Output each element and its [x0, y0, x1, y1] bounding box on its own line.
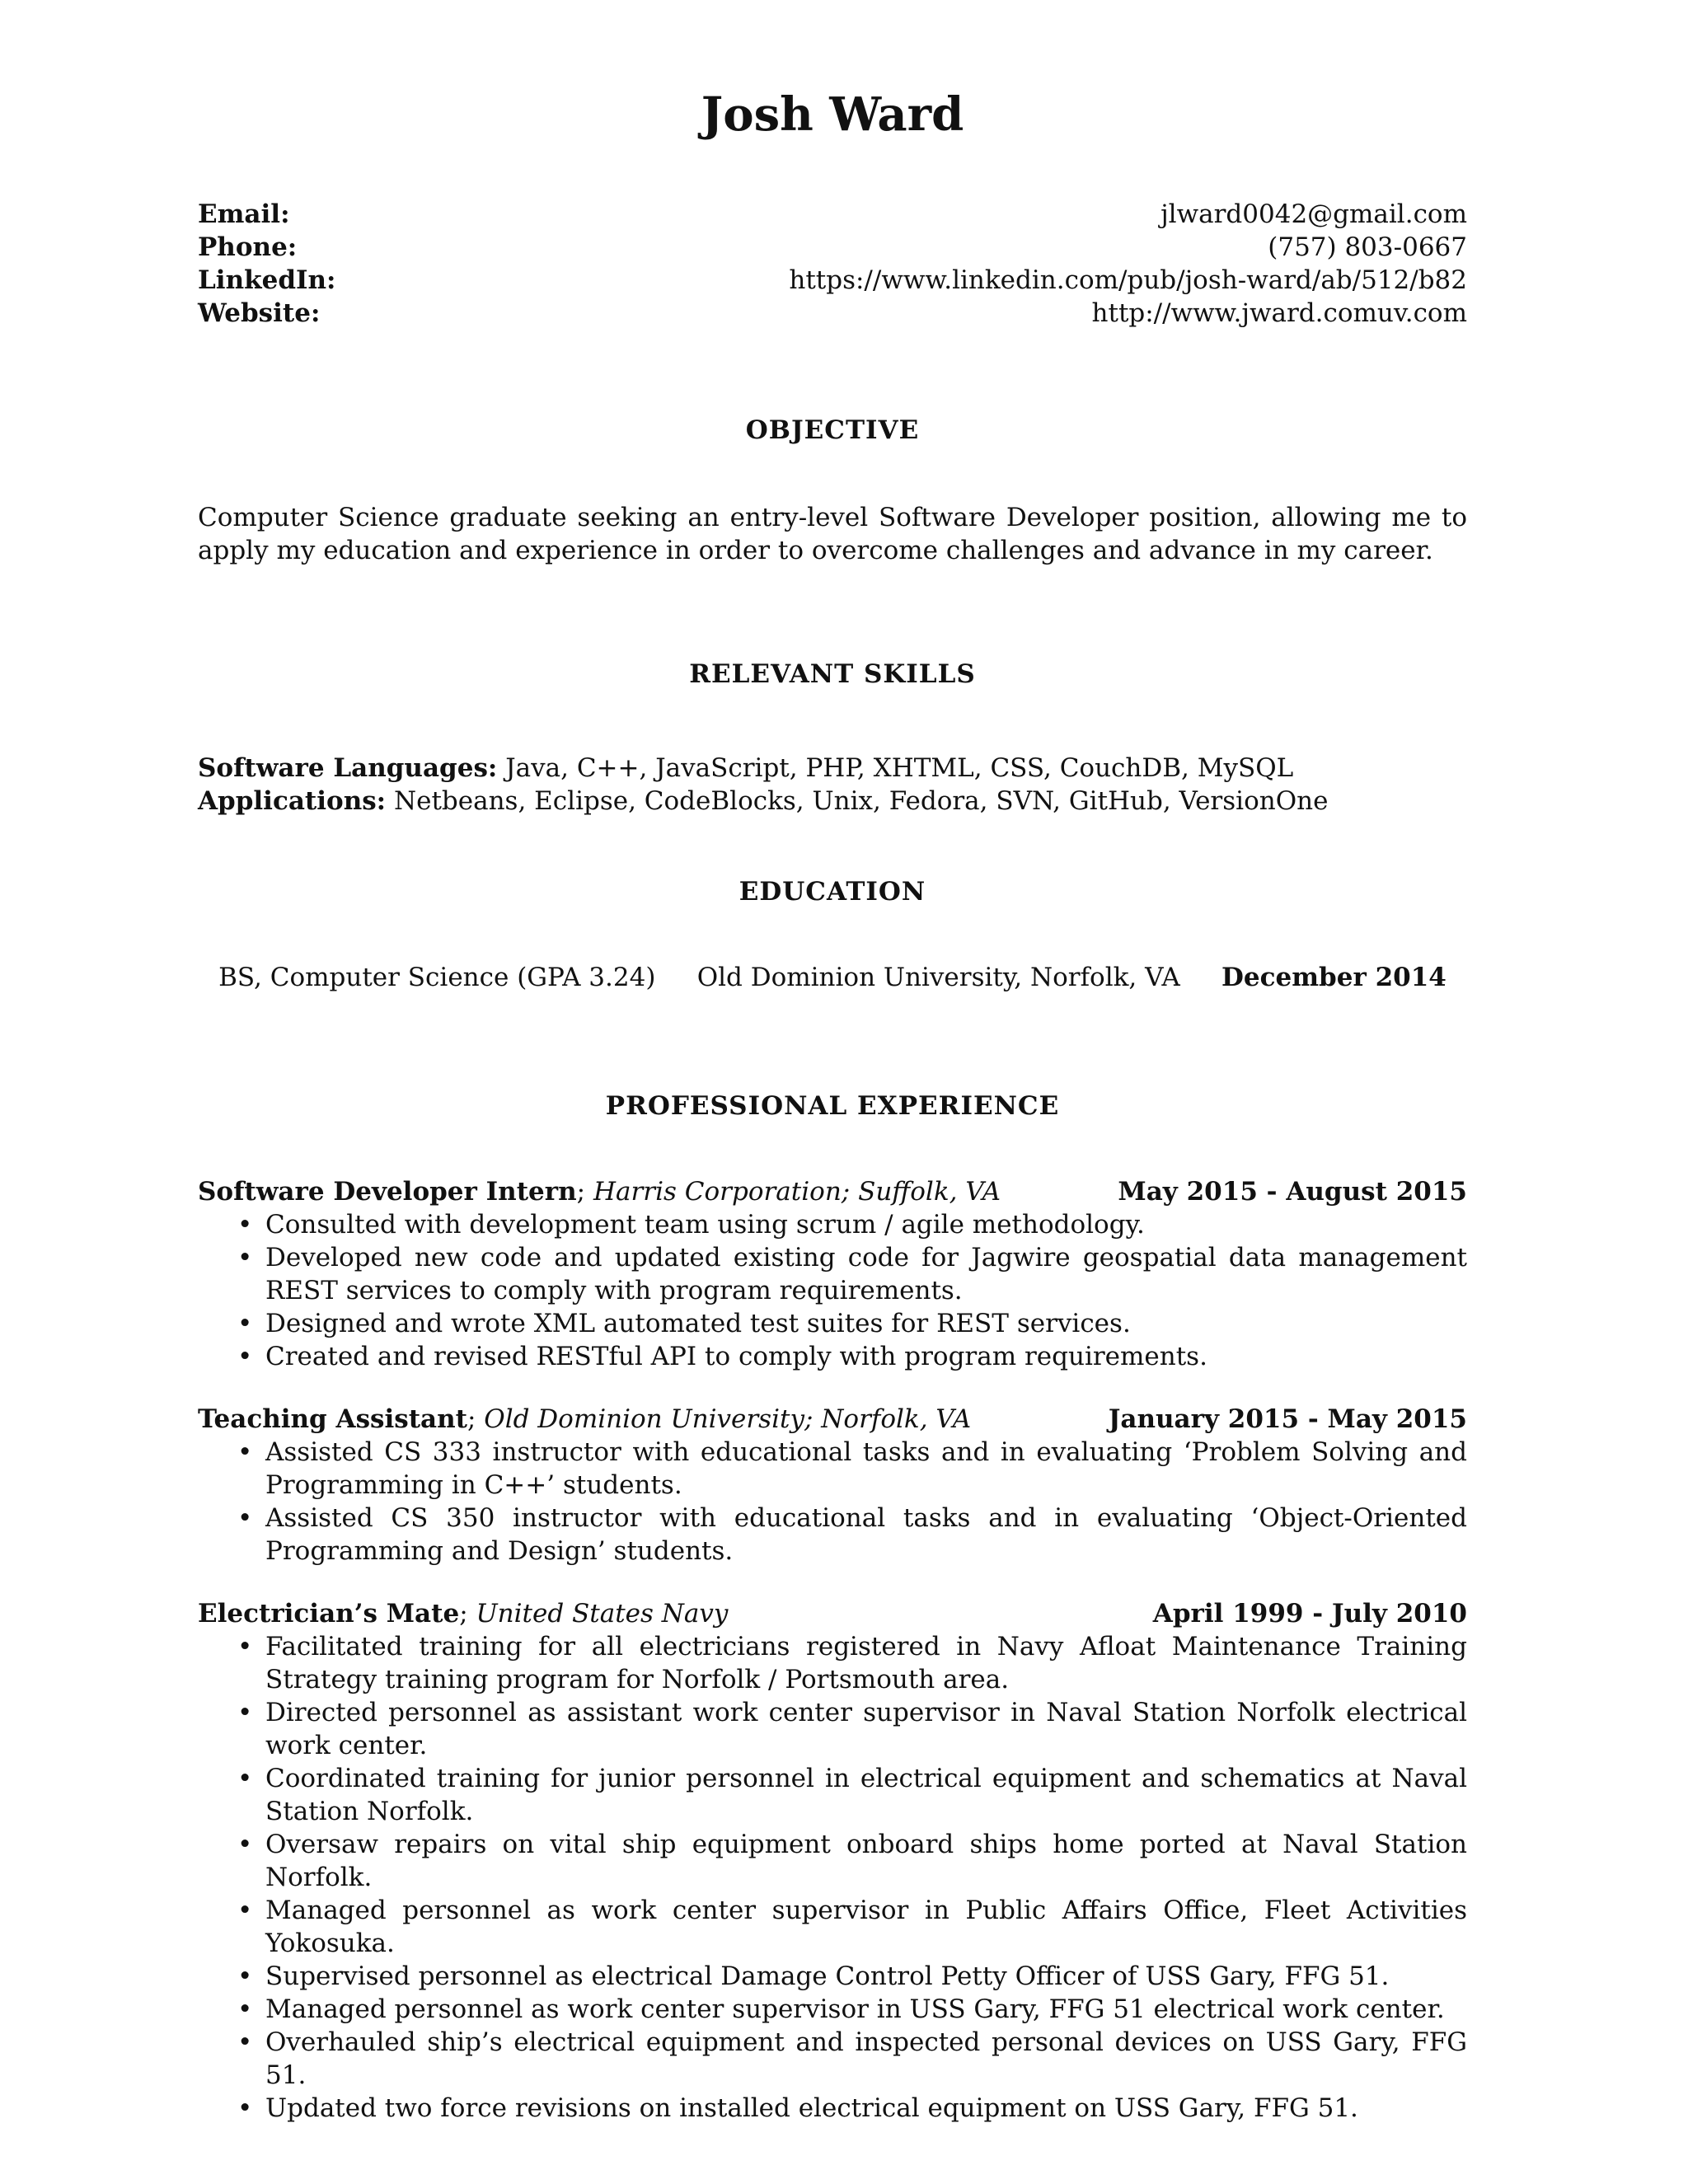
job-title-line: [198, 1403, 971, 1436]
phone-value: (757) 803-0667: [1268, 232, 1467, 262]
skill-label: Applications:: [198, 786, 387, 816]
skills-heading: RELEVANT SKILLS: [689, 659, 976, 689]
job-bullet: • Directed personnel as assistant work center supervisor in Naval Station Norfolk electrical work center.: [198, 1696, 1467, 1762]
job-role: Electrician’s Mate: [198, 1599, 460, 1629]
contact-row-email: [198, 198, 1467, 231]
job-role: Teaching Assistant: [198, 1404, 467, 1434]
skill-row-languages: [198, 752, 1467, 785]
job-entry: [198, 1403, 1467, 1568]
job-entry: [198, 1597, 1467, 2125]
contact-row-linkedin: [198, 264, 1467, 297]
education-date: December 2014: [1221, 963, 1447, 992]
job-separator: ;: [576, 1177, 593, 1207]
job-bullet: • Created and revised RESTful API to comply with program requirements.: [198, 1340, 1467, 1373]
contact-block: [198, 198, 1467, 330]
job-header: [198, 1403, 1467, 1436]
job-bullet: • Overhauled ship’s electrical equipment and inspected personal devices on USS Gary, FFG 51.: [198, 2026, 1467, 2092]
job-bullet: • Assisted CS 350 instructor with educational tasks and in evaluating ‘Object-Oriented Programming and Design’ students.: [198, 1502, 1467, 1568]
job-role: Software Developer Intern: [198, 1177, 577, 1207]
skill-value: Java, C++, JavaScript, PHP, XHTML, CSS, CouchDB, MySQL: [497, 753, 1294, 783]
contact-label: LinkedIn:: [198, 265, 336, 295]
job-title-line: [198, 1597, 728, 1630]
contact-row-website: [198, 297, 1467, 330]
job-bullet: • Developed new code and updated existing code for Jagwire geospatial data management REST services to comply with program requirements.: [198, 1241, 1467, 1307]
job-header: [198, 1175, 1467, 1208]
skills-block: [198, 752, 1467, 818]
job-bullet: • Managed personnel as work center supervisor in USS Gary, FFG 51 electrical work center.: [198, 1993, 1467, 2026]
job-bullets: [198, 1208, 1467, 1373]
job-separator: ;: [467, 1404, 485, 1434]
education-school: Old Dominion University, Norfolk, VA: [696, 963, 1180, 992]
education-degree: BS, Computer Science (GPA 3.24): [218, 963, 656, 992]
job-bullet: • Assisted CS 333 instructor with educational tasks and in evaluating ‘Problem Solving and Programming in C++’ students.: [198, 1436, 1467, 1502]
job-bullet: • Supervised personnel as electrical Damage Control Petty Officer of USS Gary, FFG 51.: [198, 1960, 1467, 1993]
job-bullets: [198, 1436, 1467, 1568]
job-organization: United States Navy: [476, 1599, 729, 1629]
objective-heading: OBJECTIVE: [745, 415, 920, 445]
job-bullet: • Updated two force revisions on installed electrical equipment on USS Gary, FFG 51.: [198, 2092, 1467, 2125]
job-bullet: • Facilitated training for all electricians registered in Navy Afloat Maintenance Training Strategy training program for Norfolk / Portsmouth area.: [198, 1630, 1467, 1696]
job-dates: April 1999 - July 2010: [1152, 1599, 1467, 1629]
job-bullet: • Coordinated training for junior personnel in electrical equipment and schematics at Naval Station Norfolk.: [198, 1762, 1467, 1828]
job-title-line: [198, 1175, 1001, 1208]
job-organization: Harris Corporation; Suffolk, VA: [593, 1177, 1001, 1207]
contact-label: Website:: [198, 298, 321, 328]
education-heading: EDUCATION: [738, 877, 926, 907]
contact-label: Email:: [198, 199, 290, 229]
job-dates: January 2015 - May 2015: [1108, 1404, 1467, 1434]
education-row: [198, 961, 1467, 994]
job-separator: ;: [459, 1599, 476, 1629]
job-bullet: • Managed personnel as work center supervisor in Public Affairs Office, Fleet Activities Yokosuka.: [198, 1894, 1467, 1960]
contact-label: Phone:: [198, 232, 298, 262]
resume-name: Josh Ward: [701, 87, 964, 142]
job-bullet: • Oversaw repairs on vital ship equipment onboard ships home ported at Naval Station Norfolk.: [198, 1828, 1467, 1894]
job-bullet: • Consulted with development team using scrum / agile methodology.: [198, 1208, 1467, 1241]
experience-heading: PROFESSIONAL EXPERIENCE: [605, 1091, 1060, 1121]
job-entry: [198, 1175, 1467, 1373]
job-dates: May 2015 - August 2015: [1118, 1177, 1467, 1207]
job-organization: Old Dominion University; Norfolk, VA: [484, 1404, 972, 1434]
contact-row-phone: [198, 231, 1467, 264]
skill-label: Software Languages:: [198, 753, 498, 783]
skill-value: Netbeans, Eclipse, CodeBlocks, Unix, Fedora, SVN, GitHub, VersionOne: [386, 786, 1329, 816]
skill-row-applications: [198, 785, 1467, 818]
job-bullet: • Designed and wrote XML automated test suites for REST services.: [198, 1307, 1467, 1340]
objective-text: Computer Science graduate seeking an entry-level Software Developer position, allowing me to apply my education and experience in order to overcome challenges and advance in my career.: [198, 503, 1467, 565]
email-value: jlward0042@gmail.com: [1160, 199, 1467, 229]
website-value: http://www.jward.comuv.com: [1091, 298, 1467, 328]
linkedin-value: https://www.linkedin.com/pub/josh-ward/ab/512/b82: [789, 265, 1467, 295]
job-bullets: [198, 1630, 1467, 2125]
job-header: [198, 1597, 1467, 1630]
